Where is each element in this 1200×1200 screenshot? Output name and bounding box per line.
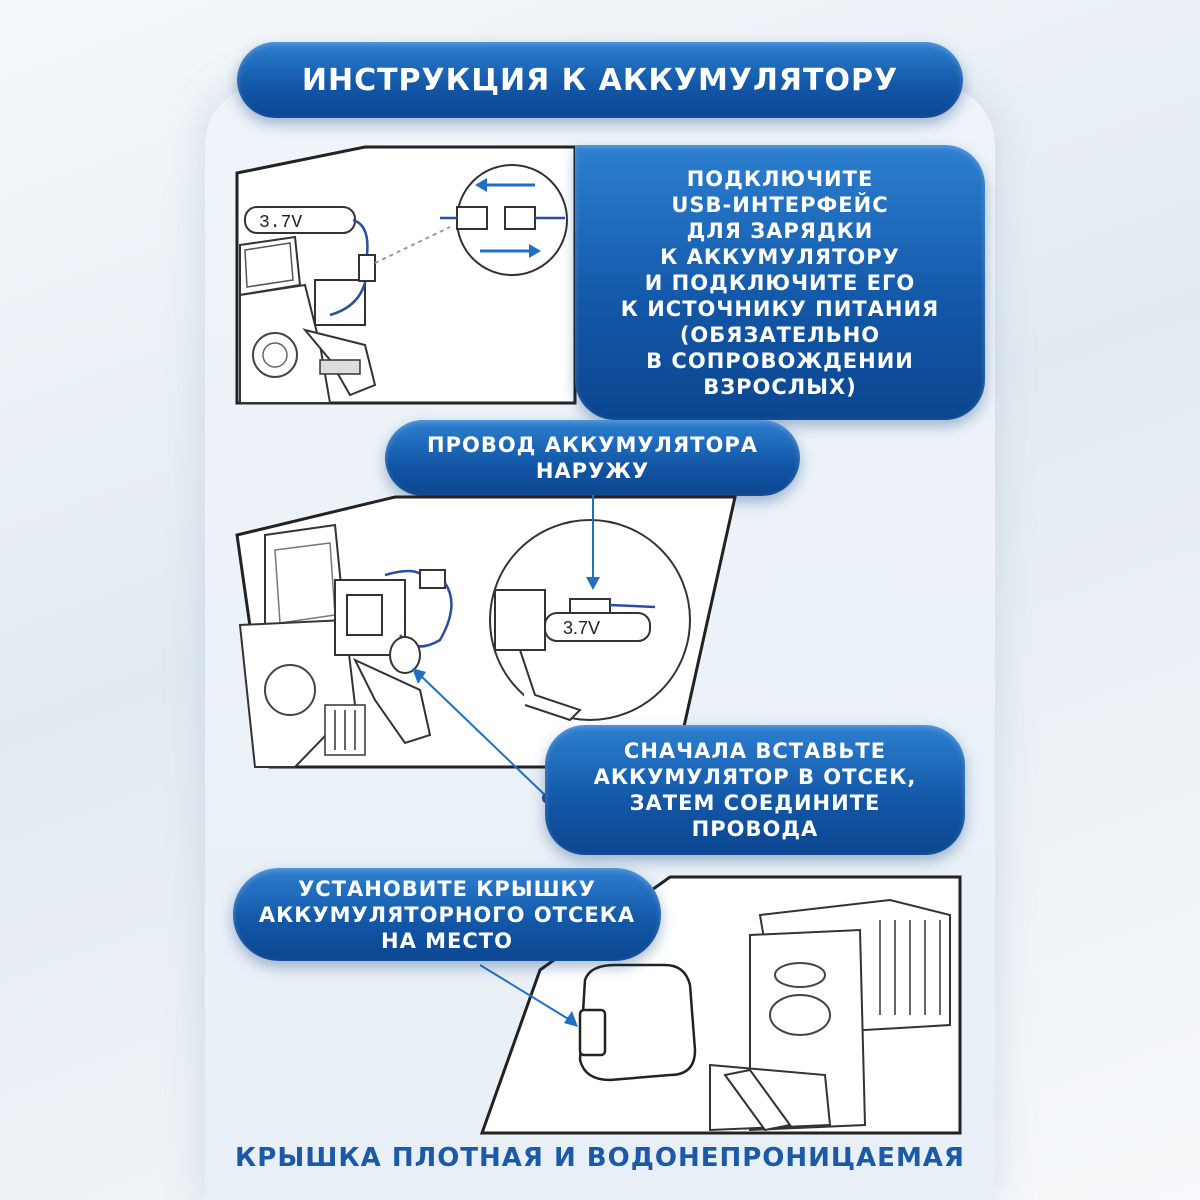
- battery-voltage-label: 3.7V: [563, 618, 601, 638]
- step-cover-instructions: [233, 868, 661, 961]
- battery-cover-icon: [580, 965, 695, 1080]
- step-cover-text: УСТАНОВИТЕ КРЫШКУ АККУМУЛЯТОРНОГО ОТСЕКА НА МЕСТО: [258, 876, 636, 953]
- step-charge-text: ПОДКЛЮЧИТЕ USB-ИНТЕРФЕЙС ДЛЯ ЗАРЯДКИ К АККУМУЛЯТОРУ И ПОДКЛЮЧИТЕ ЕГО К ИСТОЧНИКУ ПИТАНИЯ (ОБЯЗАТЕЛЬНО В СОПРОВОЖДЕНИИ ВЗРОСЛЫХ): [620, 166, 940, 399]
- footer-caption: КРЫШКА ПЛОТНАЯ И ВОДОНЕПРОНИЦАЕМАЯ: [235, 1143, 965, 1173]
- step-insert-instructions: [545, 725, 965, 855]
- step-charge-instructions: [575, 145, 985, 420]
- arrow-icon: [412, 668, 426, 684]
- pointer-line: [400, 660, 560, 810]
- battery-voltage-label: 3.7V: [259, 213, 303, 233]
- step-insert-text: СНАЧАЛА ВСТАВЬТЕ АККУМУЛЯТОР В ОТСЕК, ЗАТЕМ СОЕДИНИТЕ ПРОВОДА: [593, 739, 917, 841]
- battery-icon: [245, 207, 355, 233]
- battery-icon: [545, 613, 650, 641]
- step-wire-outside-label: [385, 420, 800, 496]
- charging-illustration: [235, 145, 580, 405]
- page-title-text: ИНСТРУКЦИЯ К АККУМУЛЯТОРУ: [301, 62, 899, 98]
- step-wire-outside-text: ПРОВОД АККУМУЛЯТОРА НАРУЖУ: [427, 433, 758, 483]
- page-title: [237, 42, 963, 118]
